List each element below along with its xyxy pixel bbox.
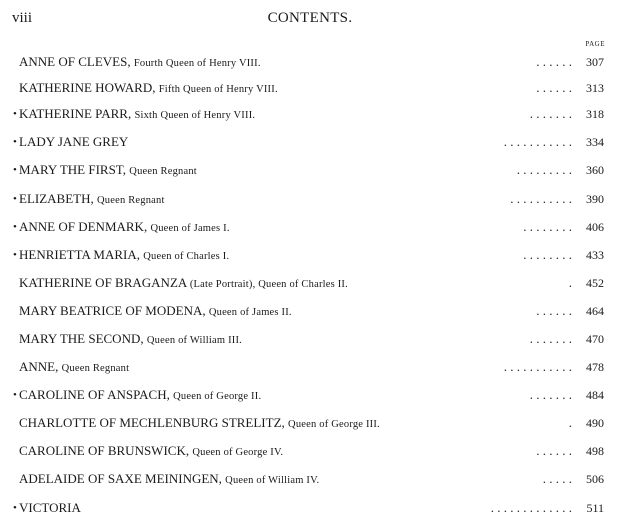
entry-subtitle: Queen of James II.	[208, 307, 292, 318]
entry-name: MARY THE FIRST,	[19, 162, 127, 177]
entry-subtitle: Queen Regnant	[129, 166, 197, 177]
entry-page-number: 313	[586, 81, 604, 95]
entry-leader-dots: . . . . .	[542, 471, 572, 486]
entry-page-number: 506	[586, 472, 604, 486]
entry-leader-dots: .	[568, 275, 572, 290]
entry-subtitle: (Late Portrait), Queen of Charles II.	[189, 279, 348, 290]
entry-name: CAROLINE OF BRUNSWICK,	[19, 443, 190, 458]
entry-page-number: 433	[586, 248, 604, 262]
entry-page-number: 498	[586, 444, 604, 458]
entry-page-number: 406	[586, 220, 604, 234]
page-title: CONTENTS.	[267, 10, 353, 26]
entry-leader-dots: . . . . . .	[536, 80, 572, 95]
entry-leader-dots: . . . . . . .	[529, 106, 572, 121]
entry-page-number: 511	[586, 501, 604, 515]
entry-subtitle: Queen of Charles I.	[143, 251, 230, 262]
entry-leader-dots: . . . . . . . . .	[516, 162, 572, 177]
entry-page-number: 452	[586, 276, 604, 290]
entry-leader-dots: . . . . . .	[536, 303, 572, 318]
contents-entry	[0, 385, 620, 405]
contents-entry	[0, 357, 620, 377]
entry-leader-dots: . . . . . . . .	[523, 219, 572, 234]
page-number: viii	[12, 10, 33, 26]
entry-name: ELIZABETH,	[19, 191, 94, 206]
contents-entry	[0, 132, 620, 152]
contents-entry	[0, 301, 620, 321]
entry-name: ANNE OF DENMARK,	[19, 219, 148, 234]
entry-leader-dots: . . . . . . .	[529, 387, 572, 402]
entry-bullet: •	[13, 193, 17, 205]
contents-entry	[0, 469, 620, 489]
entry-bullet: •	[13, 221, 17, 233]
entry-leader-dots: . . . . . . .	[529, 331, 572, 346]
entry-leader-dots: . . . . . . . . . . .	[503, 134, 572, 149]
entry-subtitle: Queen of William IV.	[225, 475, 320, 486]
entry-leader-dots: . . . . . . . . . .	[510, 191, 572, 206]
entry-leader-dots: . . . . . . . .	[523, 247, 572, 262]
contents-entry	[0, 189, 620, 209]
entry-page-number: 307	[586, 55, 604, 69]
entry-page-number: 318	[586, 107, 604, 121]
contents-entry	[0, 52, 620, 72]
contents-entry	[0, 329, 620, 349]
entry-name: ANNE,	[19, 359, 59, 374]
entry-page-number: 470	[586, 332, 604, 346]
entry-subtitle: Queen of William III.	[146, 335, 242, 346]
contents-entry	[0, 104, 620, 124]
entry-leader-dots: . . . . . .	[536, 54, 572, 69]
entry-name: ANNE OF CLEVES,	[19, 54, 131, 69]
entry-page-number: 334	[586, 135, 604, 149]
contents-entry	[0, 160, 620, 180]
entry-bullet: •	[13, 108, 17, 120]
entry-subtitle: Sixth Queen of Henry VIII.	[134, 110, 256, 121]
entry-subtitle: Queen Regnant	[96, 195, 165, 206]
entry-subtitle: Queen Regnant	[61, 363, 130, 374]
entry-bullet: •	[13, 249, 17, 261]
entry-name: VICTORIA	[19, 500, 81, 515]
entry-subtitle: Queen of George III.	[288, 419, 380, 430]
entry-name: MARY THE SECOND,	[19, 331, 144, 346]
entry-name: HENRIETTA MARIA,	[19, 247, 141, 262]
contents-entry	[0, 441, 620, 461]
entry-page-number: 464	[586, 304, 604, 318]
entry-subtitle: Fourth Queen of Henry VIII.	[133, 58, 261, 69]
entry-name: ADELAIDE OF SAXE MEININGEN,	[19, 471, 222, 486]
entry-subtitle: Queen of James I.	[150, 223, 230, 234]
entry-page-number: 490	[586, 416, 604, 430]
entry-leader-dots: . . . . . . . . . . .	[503, 359, 572, 374]
entry-bullet: •	[13, 389, 17, 401]
entry-leader-dots: .	[568, 415, 572, 430]
page-header	[12, 10, 608, 30]
contents-entry	[0, 413, 620, 433]
page-column-label: PAGE	[585, 40, 605, 48]
entry-page-number: 484	[586, 388, 604, 402]
entry-subtitle: Queen of George II.	[173, 391, 262, 402]
entry-name: MARY BEATRICE OF MODENA,	[19, 303, 206, 318]
entry-leader-dots: . . . . . . . . . . . . .	[490, 500, 572, 515]
entry-subtitle: Fifth Queen of Henry VIII.	[158, 84, 278, 95]
entry-name: KATHERINE OF BRAGANZA	[19, 275, 187, 290]
contents-entry	[0, 498, 620, 518]
entry-name: KATHERINE PARR,	[19, 106, 132, 121]
entry-page-number: 360	[586, 163, 604, 177]
entry-bullet: •	[13, 502, 17, 514]
entry-subtitle: Queen of George IV.	[192, 447, 284, 458]
entry-leader-dots: . . . . . .	[536, 443, 572, 458]
contents-entry	[0, 217, 620, 237]
entry-name: LADY JANE GREY	[19, 134, 129, 149]
entry-bullet: •	[13, 164, 17, 176]
entry-name: CHARLOTTE OF MECHLENBURG STRELITZ,	[19, 415, 285, 430]
entry-page-number: 390	[586, 192, 604, 206]
contents-entry	[0, 245, 620, 265]
entry-name: KATHERINE HOWARD,	[19, 80, 156, 95]
contents-entry	[0, 78, 620, 98]
entry-bullet: •	[13, 136, 17, 148]
entry-name: CAROLINE OF ANSPACH,	[19, 387, 170, 402]
entry-page-number: 478	[586, 360, 604, 374]
contents-entry	[0, 273, 620, 293]
